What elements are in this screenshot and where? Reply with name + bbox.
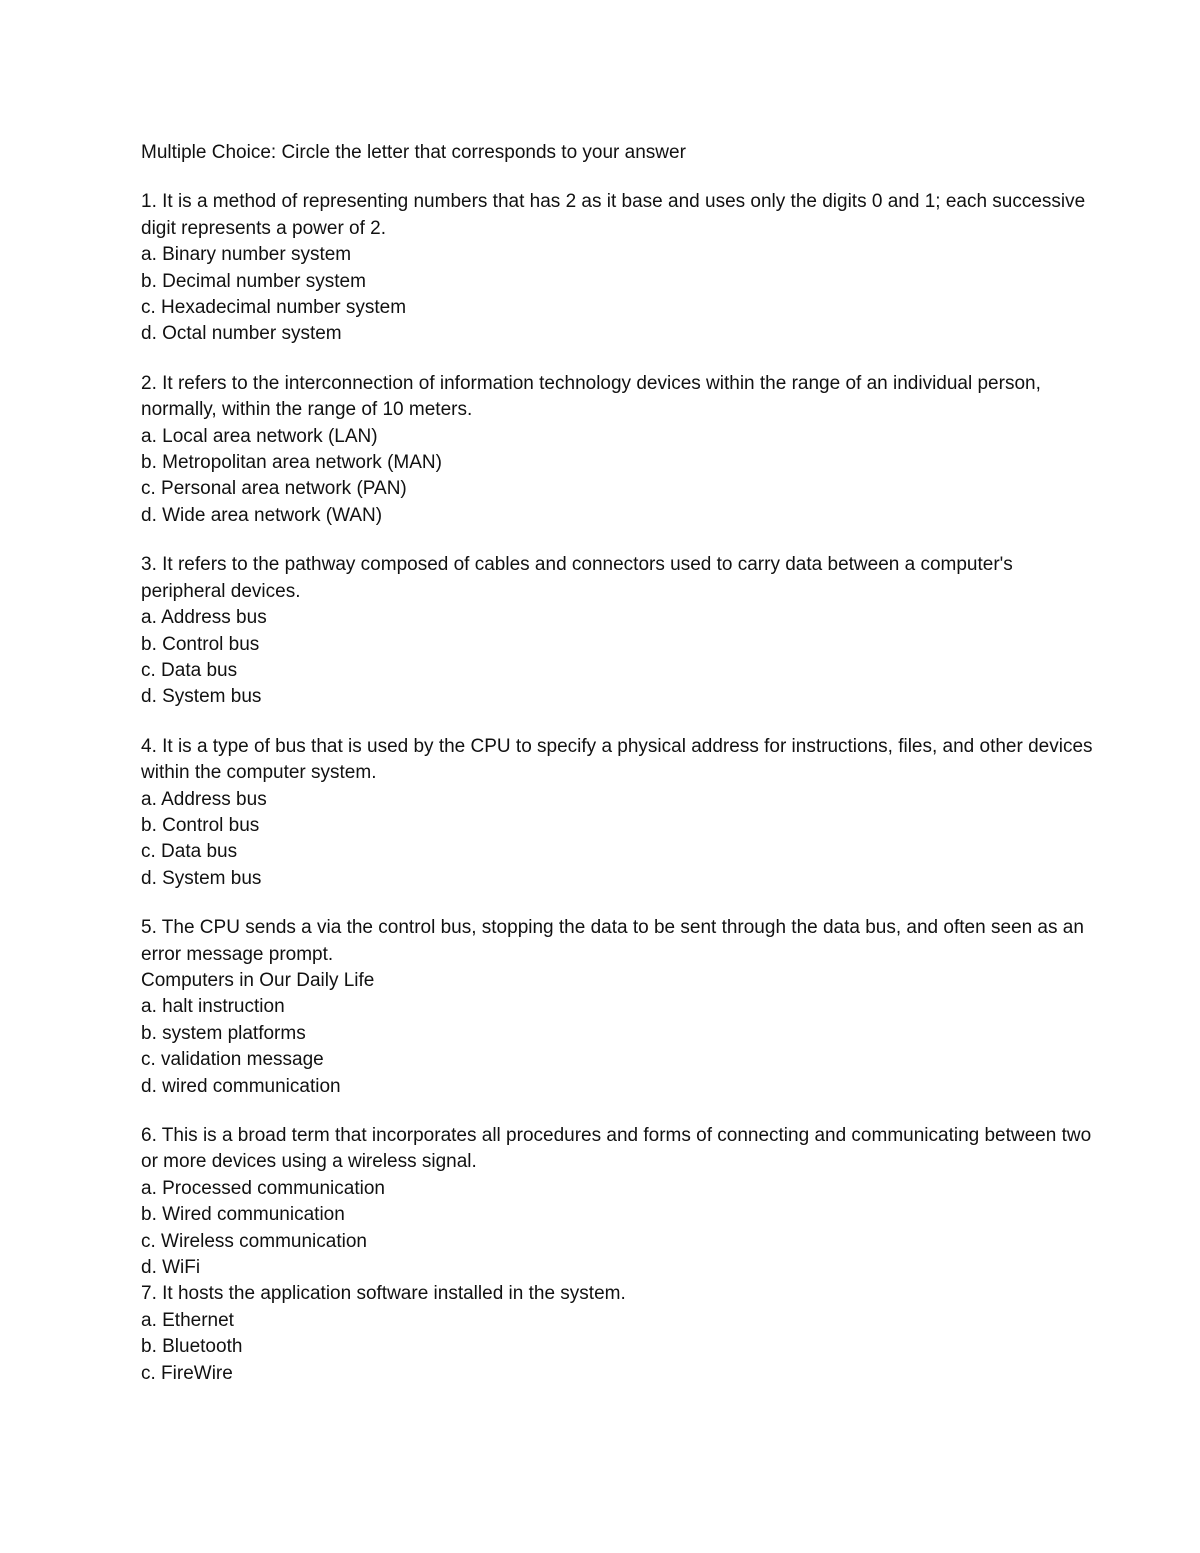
choice-list	[141, 424, 1101, 530]
question-stem: 1. It is a method of representing numbers that has 2 as it base and uses only the digits 0 and 1; each successive digit represents a power of 2.	[141, 191, 1086, 239]
choice-a[interactable]: a. Local area network (LAN)	[141, 425, 378, 447]
question-4	[141, 734, 1101, 892]
question-7	[141, 1281, 1101, 1387]
choice-b[interactable]: b. Bluetooth	[141, 1336, 243, 1358]
question-stem: 3. It refers to the pathway composed of cables and connectors used to carry data between a computer's peripheral devices.	[141, 554, 1013, 602]
choice-b[interactable]: b. system platforms	[141, 1022, 306, 1044]
question-2	[141, 371, 1101, 529]
question-stem: 5. The CPU sends a via the control bus, stopping the data to be sent through the data bus, and often seen as an error message prompt.	[141, 917, 1084, 965]
choice-d[interactable]: d. System bus	[141, 867, 262, 889]
choice-c[interactable]: c. Data bus	[141, 841, 238, 863]
question-6	[141, 1123, 1101, 1281]
document-page	[141, 140, 1101, 1387]
question-note: Computers in Our Daily Life	[141, 969, 375, 991]
choice-c[interactable]: c. Data bus	[141, 659, 238, 681]
choice-c[interactable]: c. Personal area network (PAN)	[141, 478, 407, 500]
choice-b[interactable]: b. Metropolitan area network (MAN)	[141, 452, 442, 474]
choice-a[interactable]: a. Address bus	[141, 788, 267, 810]
choice-c[interactable]: c. validation message	[141, 1049, 324, 1071]
choice-list	[141, 242, 1101, 348]
choice-d[interactable]: d. Wide area network (WAN)	[141, 504, 383, 526]
choice-d[interactable]: d. wired communication	[141, 1075, 341, 1097]
choice-a[interactable]: a. Processed communication	[141, 1177, 385, 1199]
choice-d[interactable]: d. WiFi	[141, 1257, 201, 1279]
question-stem: 7. It hosts the application software installed in the system.	[141, 1283, 626, 1305]
choice-c[interactable]: c. Wireless communication	[141, 1230, 367, 1252]
choice-b[interactable]: b. Control bus	[141, 814, 260, 836]
choice-b[interactable]: b. Wired communication	[141, 1204, 345, 1226]
choice-d[interactable]: d. Octal number system	[141, 323, 342, 345]
choice-list	[141, 1176, 1101, 1282]
choice-a[interactable]: a. Ethernet	[141, 1309, 234, 1331]
question-stem: 2. It refers to the interconnection of information technology devices within the range of an individual person, normally, within the range of 10 meters.	[141, 372, 1041, 421]
choice-list	[141, 605, 1101, 711]
choice-d[interactable]: d. System bus	[141, 686, 262, 708]
question-stem: 4. It is a type of bus that is used by the CPU to specify a physical address for instructions, files, and other devices within the computer system.	[141, 735, 1093, 784]
choice-a[interactable]: a. halt instruction	[141, 996, 285, 1018]
choice-a[interactable]: a. Binary number system	[141, 244, 352, 266]
question-5	[141, 915, 1101, 1100]
instructions-heading: Multiple Choice: Circle the letter that corresponds to your answer	[141, 142, 686, 163]
question-3	[141, 552, 1101, 710]
choice-c[interactable]: c. Hexadecimal number system	[141, 297, 407, 319]
question-stem: 6. This is a broad term that incorporates all procedures and forms of connecting and communicating between two or more devices using a wireless signal.	[141, 1125, 1092, 1173]
choice-list	[141, 1308, 1101, 1387]
choice-c[interactable]: c. FireWire	[141, 1362, 233, 1384]
choice-b[interactable]: b. Control bus	[141, 633, 260, 655]
question-1	[141, 189, 1101, 347]
choice-b[interactable]: b. Decimal number system	[141, 270, 366, 292]
choice-list	[141, 994, 1101, 1100]
choice-a[interactable]: a. Address bus	[141, 607, 267, 629]
choice-list	[141, 787, 1101, 893]
